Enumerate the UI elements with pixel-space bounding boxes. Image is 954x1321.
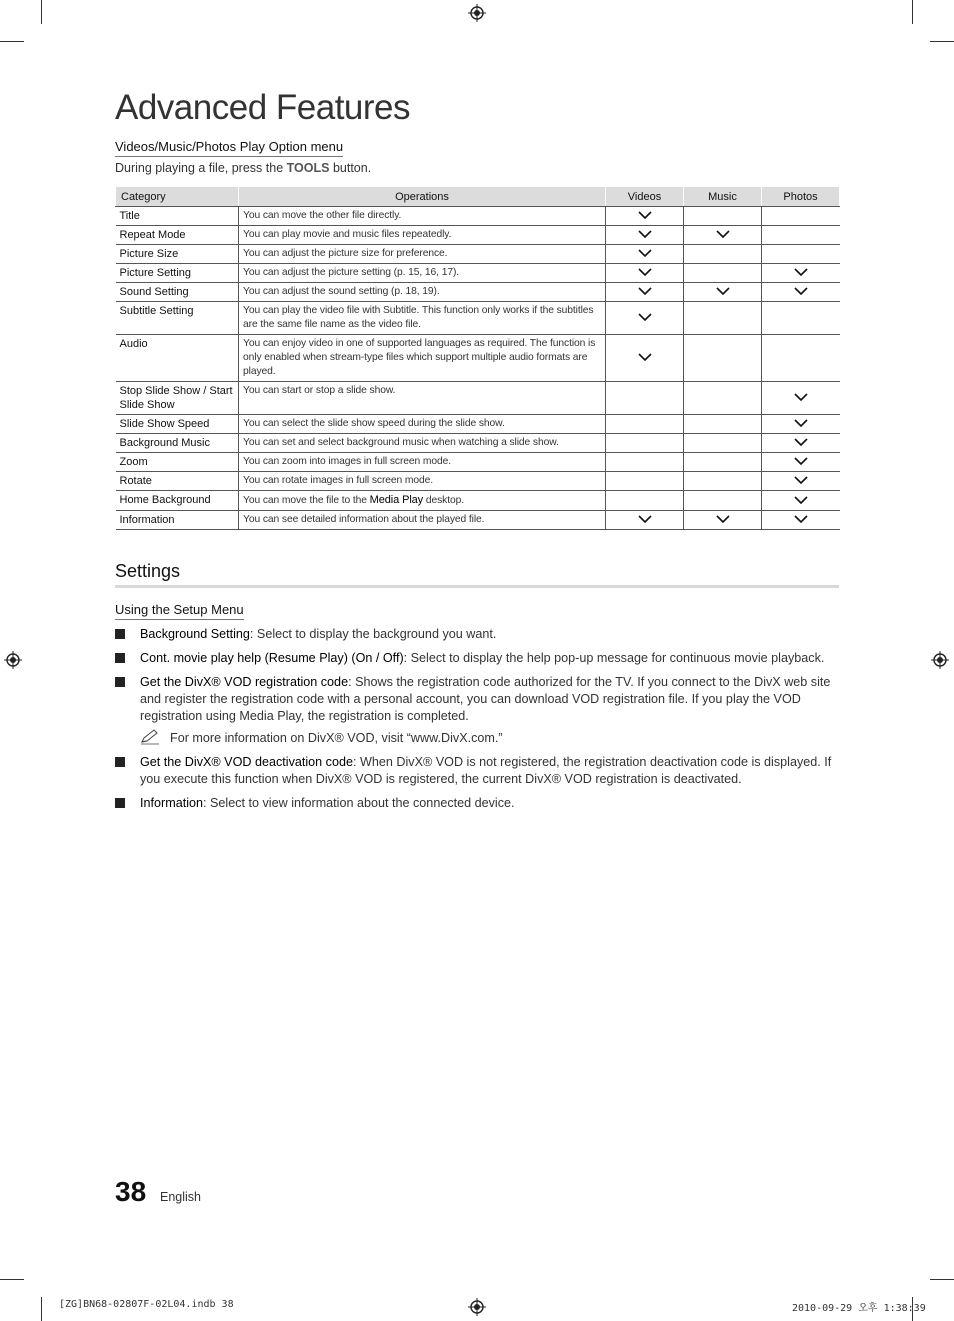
category-cell: Repeat Mode	[116, 226, 239, 245]
videos-support-cell	[606, 453, 684, 472]
check-mark-icon	[716, 230, 730, 238]
table-row	[116, 207, 840, 226]
item-text: : When DivX® VOD is not registered, the registration deactivation code is displayed. If you execute this function when DivX® VOD is registered, the current DivX® VOD registration is deactivated.	[140, 755, 832, 786]
videos-support-cell	[606, 283, 684, 302]
bullet-square-icon	[115, 757, 125, 767]
videos-support-cell	[606, 491, 684, 511]
operations-cell: You can enjoy video in one of supported languages as required. The function is only enabled when stream-type files which support multiple audio formats are played.	[239, 335, 606, 382]
header-music: Music	[684, 187, 762, 207]
item-text: : Select to view information about the connected device.	[203, 796, 515, 810]
table-row	[116, 226, 840, 245]
crop-mark	[41, 0, 42, 24]
list-item	[115, 674, 839, 747]
crop-mark	[41, 1297, 42, 1321]
media-play-label: Media Play	[369, 494, 424, 506]
music-support-cell	[684, 226, 762, 245]
pencil-note-icon	[140, 729, 160, 745]
bullet-square-icon	[115, 677, 125, 687]
table-row	[116, 415, 840, 434]
photos-support-cell	[762, 434, 840, 453]
header-category: Category	[116, 187, 239, 207]
category-cell: Rotate	[116, 472, 239, 491]
table-row	[116, 264, 840, 283]
page-language: English	[160, 1190, 201, 1204]
table-row	[116, 453, 840, 472]
category-cell: Home Background	[116, 491, 239, 511]
videos-support-cell	[606, 226, 684, 245]
operations-cell: You can set and select background music when watching a slide show.	[239, 434, 606, 453]
play-option-intro	[115, 161, 371, 175]
tools-key-label: TOOLS	[286, 161, 330, 175]
operations-cell: You can rotate images in full screen mode.	[239, 472, 606, 491]
check-mark-icon	[794, 268, 808, 276]
setup-menu-heading: Using the Setup Menu	[115, 602, 244, 620]
file-info: [ZG]BN68-02807F-02L04.indb 38	[59, 1299, 234, 1310]
operations-text: desktop.	[423, 495, 464, 506]
table-row	[116, 302, 840, 335]
crop-mark	[0, 41, 24, 42]
item-term: Information	[140, 796, 203, 810]
category-cell: Background Music	[116, 434, 239, 453]
music-support-cell	[684, 245, 762, 264]
note	[140, 730, 839, 747]
videos-support-cell	[606, 415, 684, 434]
operations-cell: You can adjust the picture setting (p. 15, 16, 17).	[239, 264, 606, 283]
music-support-cell	[684, 491, 762, 511]
item-term: Cont. movie play help (Resume Play) (On / Off)	[140, 651, 404, 665]
table-row	[116, 335, 840, 382]
bullet-square-icon	[115, 629, 125, 639]
music-support-cell	[684, 335, 762, 382]
bullet-square-icon	[115, 653, 125, 663]
category-cell: Information	[116, 511, 239, 530]
category-cell: Title	[116, 207, 239, 226]
photos-support-cell	[762, 511, 840, 530]
crop-mark	[0, 1279, 24, 1280]
list-item	[115, 754, 839, 788]
operations-cell: You can play the video file with Subtitle. This function only works if the subtitles are the same file name as the video file.	[239, 302, 606, 335]
operations-cell: You can adjust the sound setting (p. 18, 19).	[239, 283, 606, 302]
table-row	[116, 434, 840, 453]
category-cell: Sound Setting	[116, 283, 239, 302]
item-term: Get the DivX® VOD deactivation code	[140, 755, 353, 769]
check-mark-icon	[794, 515, 808, 523]
check-mark-icon	[794, 457, 808, 465]
crop-mark	[930, 1279, 954, 1280]
photos-support-cell	[762, 283, 840, 302]
check-mark-icon	[794, 496, 808, 504]
photos-support-cell	[762, 207, 840, 226]
videos-support-cell	[606, 245, 684, 264]
photos-support-cell	[762, 302, 840, 335]
bullet-square-icon	[115, 798, 125, 808]
operations-text: You can move the file to the	[243, 495, 370, 506]
videos-support-cell	[606, 264, 684, 283]
table-header-row	[116, 187, 840, 207]
table-row	[116, 283, 840, 302]
check-mark-icon	[638, 230, 652, 238]
music-support-cell	[684, 472, 762, 491]
photos-support-cell	[762, 226, 840, 245]
photos-support-cell	[762, 472, 840, 491]
item-text: : Shows the registration code authorized for the TV. If you connect to the DivX web site and register the registration code with a personal account, you can download VOD registration file. If you play the VOD registration using Media Play, the registration is completed.	[140, 675, 831, 723]
settings-list	[115, 626, 839, 819]
videos-support-cell	[606, 207, 684, 226]
category-cell: Picture Setting	[116, 264, 239, 283]
operations-cell: You can select the slide show speed during the slide show.	[239, 415, 606, 434]
category-cell: Stop Slide Show / Start Slide Show	[116, 382, 239, 415]
check-mark-icon	[794, 287, 808, 295]
list-item	[115, 795, 839, 812]
music-support-cell	[684, 453, 762, 472]
registration-mark-icon	[4, 651, 22, 669]
music-support-cell	[684, 415, 762, 434]
photos-support-cell	[762, 245, 840, 264]
check-mark-icon	[794, 438, 808, 446]
operations-cell: You can start or stop a slide show.	[239, 382, 606, 415]
crop-mark	[930, 41, 954, 42]
category-cell: Subtitle Setting	[116, 302, 239, 335]
item-text: : Select to display the background you want.	[249, 627, 497, 641]
category-cell: Zoom	[116, 453, 239, 472]
crop-mark	[912, 0, 913, 24]
check-mark-icon	[638, 268, 652, 276]
category-cell: Picture Size	[116, 245, 239, 264]
header-videos: Videos	[606, 187, 684, 207]
operations-cell: You can play movie and music files repeatedly.	[239, 226, 606, 245]
settings-title: Settings	[115, 561, 839, 588]
operations-cell: You can move the other file directly.	[239, 207, 606, 226]
check-mark-icon	[794, 393, 808, 401]
item-text: : Select to display the help pop-up message for continuous movie playback.	[403, 651, 825, 665]
header-photos: Photos	[762, 187, 840, 207]
music-support-cell	[684, 283, 762, 302]
header-operations: Operations	[239, 187, 606, 207]
registration-mark-icon	[468, 1298, 486, 1316]
registration-mark-icon	[931, 651, 949, 669]
category-cell: Slide Show Speed	[116, 415, 239, 434]
check-mark-icon	[638, 353, 652, 361]
list-item	[115, 626, 839, 643]
item-term: Get the DivX® VOD registration code	[140, 675, 349, 689]
operations-cell	[239, 491, 606, 511]
videos-support-cell	[606, 335, 684, 382]
music-support-cell	[684, 382, 762, 415]
photos-support-cell	[762, 415, 840, 434]
music-support-cell	[684, 511, 762, 530]
photos-support-cell	[762, 264, 840, 283]
print-timestamp: 2010-09-29 오후 1:38:39	[792, 1303, 926, 1314]
photos-support-cell	[762, 382, 840, 415]
check-mark-icon	[638, 249, 652, 257]
page-number: 38	[115, 1176, 147, 1207]
item-term: Background Setting	[140, 627, 250, 641]
videos-support-cell	[606, 511, 684, 530]
play-option-table	[115, 186, 840, 530]
registration-mark-icon	[468, 4, 486, 22]
note-text: For more information on DivX® VOD, visit “www.DivX.com.”	[170, 731, 503, 745]
videos-support-cell	[606, 302, 684, 335]
play-option-heading: Videos/Music/Photos Play Option menu	[115, 139, 343, 157]
check-mark-icon	[638, 515, 652, 523]
photos-support-cell	[762, 453, 840, 472]
table-row	[116, 491, 840, 511]
check-mark-icon	[716, 287, 730, 295]
intro-text: button.	[329, 161, 372, 175]
photos-support-cell	[762, 335, 840, 382]
check-mark-icon	[638, 313, 652, 321]
table-row	[116, 472, 840, 491]
videos-support-cell	[606, 382, 684, 415]
check-mark-icon	[794, 476, 808, 484]
operations-cell: You can adjust the picture size for preference.	[239, 245, 606, 264]
page-title: Advanced Features	[115, 88, 411, 127]
operations-cell: You can see detailed information about the played file.	[239, 511, 606, 530]
intro-text: During playing a file, press the	[115, 161, 287, 175]
table-row	[116, 245, 840, 264]
music-support-cell	[684, 302, 762, 335]
check-mark-icon	[794, 419, 808, 427]
videos-support-cell	[606, 472, 684, 491]
table-row	[116, 382, 840, 415]
category-cell: Audio	[116, 335, 239, 382]
music-support-cell	[684, 434, 762, 453]
photos-support-cell	[762, 491, 840, 511]
list-item	[115, 650, 839, 667]
check-mark-icon	[638, 211, 652, 219]
table-row	[116, 511, 840, 530]
check-mark-icon	[716, 515, 730, 523]
music-support-cell	[684, 264, 762, 283]
music-support-cell	[684, 207, 762, 226]
operations-cell: You can zoom into images in full screen mode.	[239, 453, 606, 472]
videos-support-cell	[606, 434, 684, 453]
check-mark-icon	[638, 287, 652, 295]
